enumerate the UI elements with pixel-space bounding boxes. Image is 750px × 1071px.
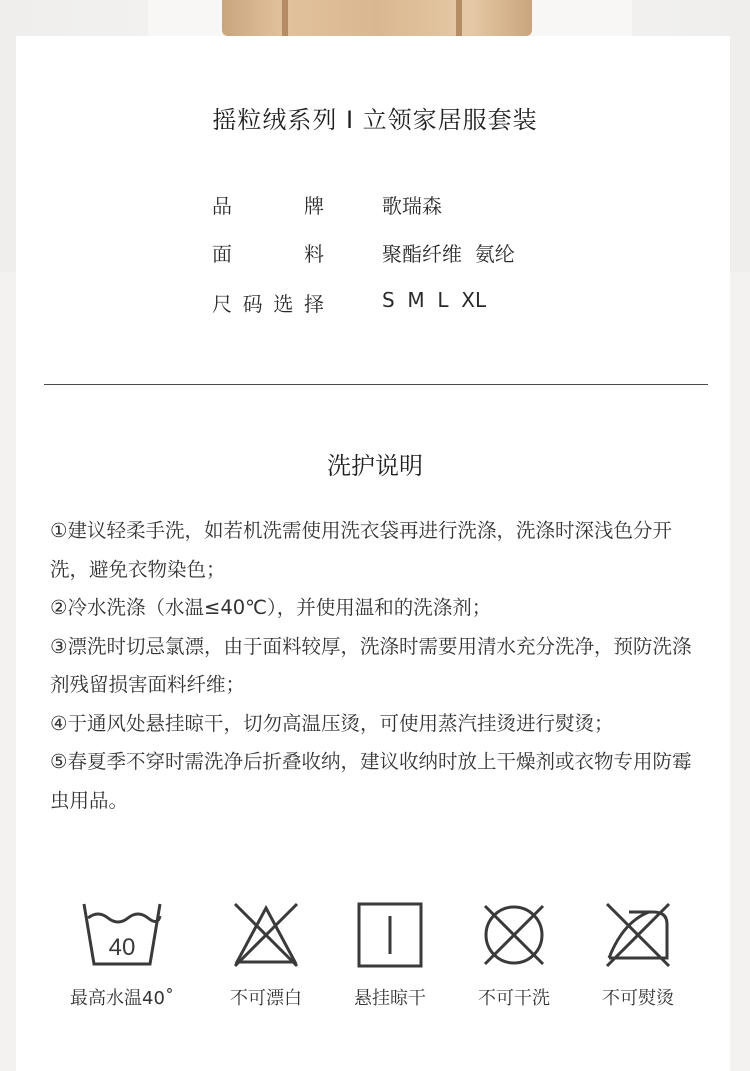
care-icon-label: 最高水温40˚ [70,988,174,1009]
care-instruction-item: ①建议轻柔手洗，如若机洗需使用洗衣袋再进行洗涤，洗涤时深浅色分开洗，避免衣物染色； [50,519,672,581]
spec-row-fabric [212,238,632,268]
spec-label [212,238,324,267]
photo-background-left [148,0,222,36]
label-char: 料 [304,242,324,266]
product-title: 摇粒绒系列 I 立领家居服套装 [212,106,538,134]
wash-40-icon [80,900,164,970]
spec-value: 聚酯纤维 氨纶 [382,242,515,266]
care-title: 洗护说明 [327,452,423,480]
care-icon-label: 不可漂白 [230,988,302,1009]
photo-background-right [532,0,632,36]
no-bleach-icon [231,900,301,970]
section-divider [44,384,708,385]
care-icon-no-bleach [206,900,326,1010]
wash-temp-number: 40 [108,934,136,961]
label-char: 码 [242,292,263,316]
care-icon-label: 悬挂晾干 [354,988,426,1009]
spec-row-size [212,288,632,318]
spec-value: 歌瑞森 [382,194,442,218]
care-instruction-item: ④于通风处悬挂晾干，切勿高温压烫，可使用蒸汽挂烫进行熨烫； [50,711,614,735]
care-instruction-item: ⑤春夏季不穿时需洗净后折叠收纳，建议收纳时放上干燥剂或衣物专用防霉虫用品。 [50,750,692,812]
label-char: 面 [212,242,232,266]
label-char: 尺 [212,292,232,316]
care-instruction-item: ③漂洗时切忌氯漂，由于面料较厚，洗涤时需要用清水充分洗净，预防洗涤剂残留损害面料纤维； [50,634,692,696]
spec-value: S M L XL [382,288,487,312]
spec-row-brand [212,190,632,220]
care-icon-label: 不可熨烫 [602,988,674,1009]
care-icon-no-iron [578,900,698,1010]
care-icon-line-dry [330,900,450,1010]
garment-photo [222,0,532,36]
care-instruction-item: ②冷水洗涤（水温≤40℃），并使用温和的洗涤剂； [50,596,492,619]
label-char: 择 [303,292,324,316]
label-char: 选 [273,292,294,316]
spec-label [212,190,324,219]
label-char: 牌 [304,194,324,218]
care-icon-no-dry-clean [454,900,574,1010]
care-instructions [50,512,710,820]
line-dry-icon [355,900,425,970]
label-char: 品 [212,194,232,218]
no-dry-clean-icon [479,900,549,970]
care-icon-label: 不可干洗 [478,988,550,1009]
spec-label [212,288,324,317]
no-iron-icon [603,900,673,970]
care-icon-wash [62,900,182,1010]
